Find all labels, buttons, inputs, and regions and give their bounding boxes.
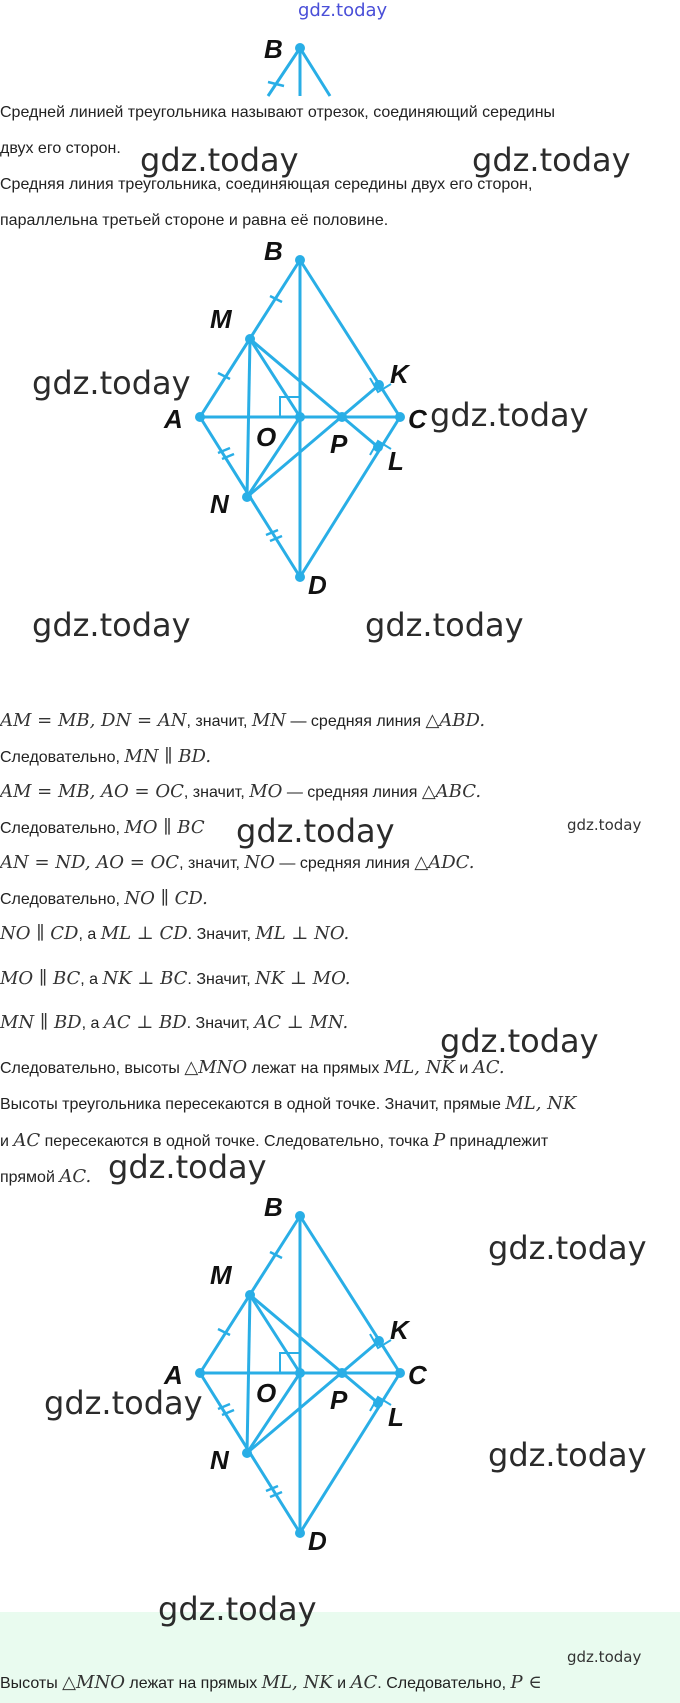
label-C: C: [408, 1360, 427, 1390]
solution-line-5: AN = ND, AO = OC, значит, NO — средняя линия △ADC.: [0, 852, 475, 873]
answer-line: Высоты △MNO лежат на прямых ML, NK и AC. Следовательно, P ∈: [0, 1672, 542, 1693]
watermark: gdz.today: [140, 141, 299, 179]
label-N: N: [210, 489, 229, 519]
label-O: O: [256, 422, 277, 452]
label-L: L: [388, 446, 404, 476]
solution-line-10: Следовательно, высоты △MNO лежат на прямых ML, NK и AC.: [0, 1057, 505, 1078]
label-N: N: [210, 1445, 229, 1475]
solution-line-6: Следовательно, NO ∥ CD.: [0, 888, 208, 909]
watermark: gdz.today: [32, 606, 191, 644]
definition-line-2: двух его сторон.: [0, 140, 121, 157]
label-L: L: [388, 1402, 404, 1432]
watermark: gdz.today: [488, 1229, 647, 1267]
solution-line-13: прямой AC.: [0, 1166, 92, 1187]
label-B: B: [264, 1196, 283, 1222]
label-B: B: [264, 240, 283, 266]
watermark: gdz.today: [236, 812, 395, 850]
definition-line-1: Средней линией треугольника называют отрезок, соединяющий середины: [0, 104, 556, 121]
label-M: M: [210, 304, 232, 334]
solution-line-3: AM = MB, AO = OC, значит, MO — средняя линия △ABC.: [0, 781, 482, 802]
watermark: gdz.today: [488, 1436, 647, 1474]
watermark: gdz.today: [440, 1022, 599, 1060]
label-K: K: [390, 359, 409, 389]
solution-line-8: MO ∥ BC, а NK ⊥ BC. Значит, NK ⊥ MO.: [0, 968, 351, 989]
label-D: D: [308, 570, 327, 600]
theorem-line-2: параллельна третьей стороне и равна её половине.: [0, 212, 389, 229]
solution-line-1: AM = MB, DN = AN, значит, MN — средняя линия △ABD.: [0, 710, 486, 731]
solution-line-4: Следовательно, MO ∥ BC: [0, 817, 205, 838]
solution-line-11: Высоты треугольника пересекаются в одной точке. Значит, прямые ML, NK: [0, 1093, 577, 1114]
label-A: A: [164, 404, 183, 434]
label-K: K: [390, 1315, 409, 1345]
label-O: O: [256, 1378, 277, 1408]
watermark: gdz.today: [108, 1148, 267, 1186]
label-P: P: [330, 1385, 348, 1415]
watermark: gdz.today: [365, 606, 524, 644]
site-logo[interactable]: gdz.today: [298, 0, 388, 21]
solution-line-2: Следовательно, MN ∥ BD.: [0, 746, 212, 767]
solution-line-12: и AC пересекаются в одной точке. Следовательно, точка P принадлежит: [0, 1130, 549, 1151]
watermark: gdz.today: [567, 816, 642, 834]
watermark: gdz.today: [567, 1648, 642, 1666]
label-A: A: [164, 1360, 183, 1390]
watermark: gdz.today: [472, 141, 631, 179]
watermark: gdz.today: [158, 1590, 317, 1628]
solution-line-7: NO ∥ CD, а ML ⊥ CD. Значит, ML ⊥ NO.: [0, 923, 350, 944]
label-C: C: [408, 404, 427, 434]
solution-line-9: MN ∥ BD, а AC ⊥ BD. Значит, AC ⊥ MN.: [0, 1012, 349, 1033]
watermark: gdz.today: [430, 396, 589, 434]
theorem-line-1: Средняя линия треугольника, соединяющая середины двух его сторон,: [0, 176, 533, 193]
label-B: B: [264, 34, 283, 64]
watermark: gdz.today: [44, 1384, 203, 1422]
label-M: M: [210, 1260, 232, 1290]
label-P: P: [330, 429, 348, 459]
watermark: gdz.today: [32, 364, 191, 402]
top-partial-figure: [0, 0, 680, 110]
label-D: D: [308, 1526, 327, 1556]
